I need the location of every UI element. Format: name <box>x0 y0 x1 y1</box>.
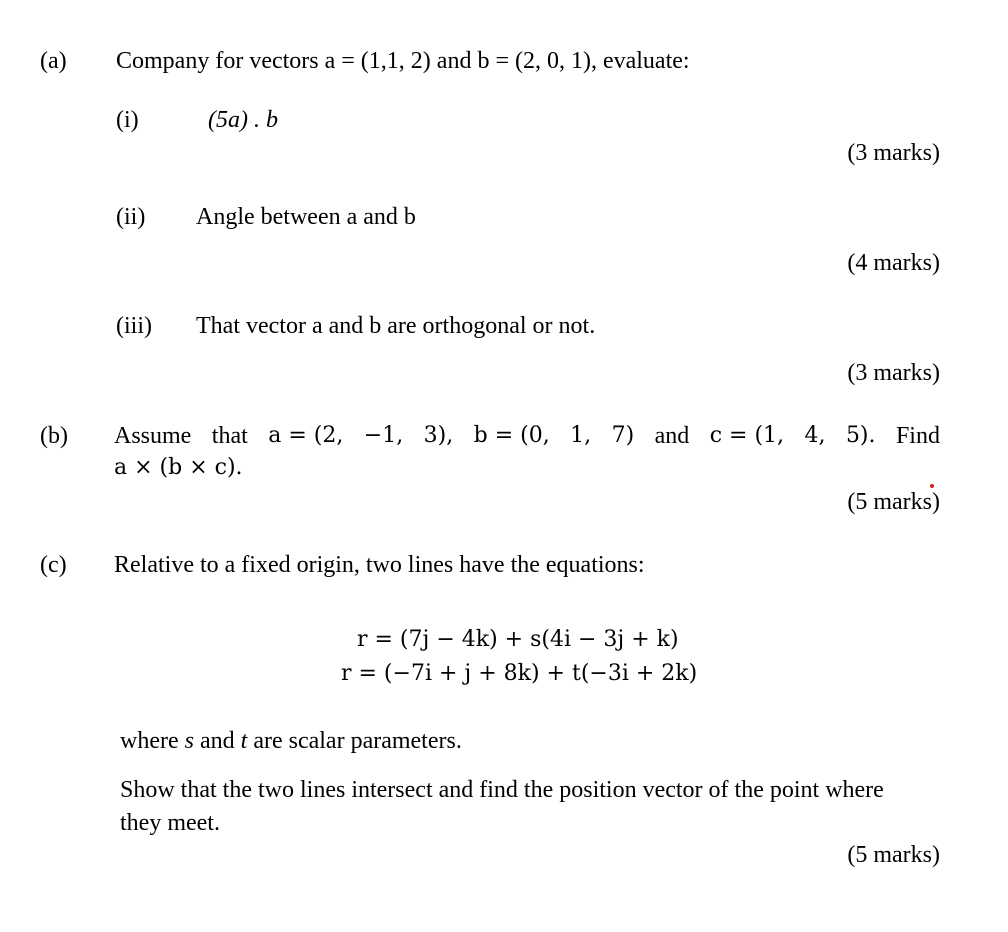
part-b-word-and: and <box>654 423 690 449</box>
part-a-stem: Company for vectors a = (1,1, 2) and b = (2, 0, 1), evaluate: <box>116 48 690 74</box>
param-t: t <box>240 728 248 754</box>
vector-c-comp-2: 4, <box>804 423 826 448</box>
vector-c-eq: c = (1, <box>709 423 785 448</box>
part-a-iii-marks: (3 marks) <box>847 360 940 386</box>
part-c-instruction-line-2: they meet. <box>120 810 220 836</box>
part-b-line-1 <box>114 422 940 450</box>
part-a-i-marks: (3 marks) <box>847 140 940 166</box>
part-b-word-that: that <box>211 423 248 449</box>
line-equation-1: r = (7j − 4k) + s(4i − 3j + k) <box>357 627 679 652</box>
part-b-cross-product: a × (b × c). <box>114 455 243 480</box>
param-s: s <box>184 728 194 754</box>
part-b-word-find: Find <box>895 423 940 449</box>
part-c-label: (c) <box>40 552 67 578</box>
part-c-stem: Relative to a fixed origin, two lines have the equations: <box>114 552 645 578</box>
part-b-label: (b) <box>40 423 68 449</box>
part-c-marks: (5 marks) <box>847 842 940 868</box>
part-b-word-assume: Assume <box>114 423 192 449</box>
vector-b-eq: b = (0, <box>473 423 550 448</box>
part-a-ii-label: (ii) <box>116 204 146 230</box>
part-a-i-label: (i) <box>116 107 139 133</box>
part-b-marks: (5 marks) <box>847 489 940 515</box>
vector-b-comp-2: 1, <box>570 423 592 448</box>
word-where: where <box>120 728 179 754</box>
part-a-label: (a) <box>40 48 67 74</box>
scalar-parameters-note <box>120 727 462 755</box>
vector-c-comp-3: 5). <box>845 423 876 448</box>
scalar-parameters-tail: are scalar parameters. <box>253 728 462 754</box>
vector-b-comp-3: 7) <box>611 423 635 448</box>
part-a-ii-text: Angle between a and b <box>196 204 416 230</box>
vector-a-eq: a = (2, <box>268 423 344 448</box>
vector-a-comp-3: 3), <box>423 423 454 448</box>
word-and: and <box>199 728 235 754</box>
part-c-instruction-line-1: Show that the two lines intersect and find the position vector of the point where <box>120 777 884 803</box>
part-a-ii-marks: (4 marks) <box>847 250 940 276</box>
line-equation-2: r = (−7i + j + 8k) + t(−3i + 2k) <box>341 661 698 686</box>
red-ink-dot <box>930 484 934 488</box>
part-a-iii-label: (iii) <box>116 313 152 339</box>
part-a-i-expression: (5a) . b <box>208 107 278 133</box>
part-a-iii-text: That vector a and b are orthogonal or not. <box>196 313 596 339</box>
vector-a-comp-2: −1, <box>363 423 404 448</box>
